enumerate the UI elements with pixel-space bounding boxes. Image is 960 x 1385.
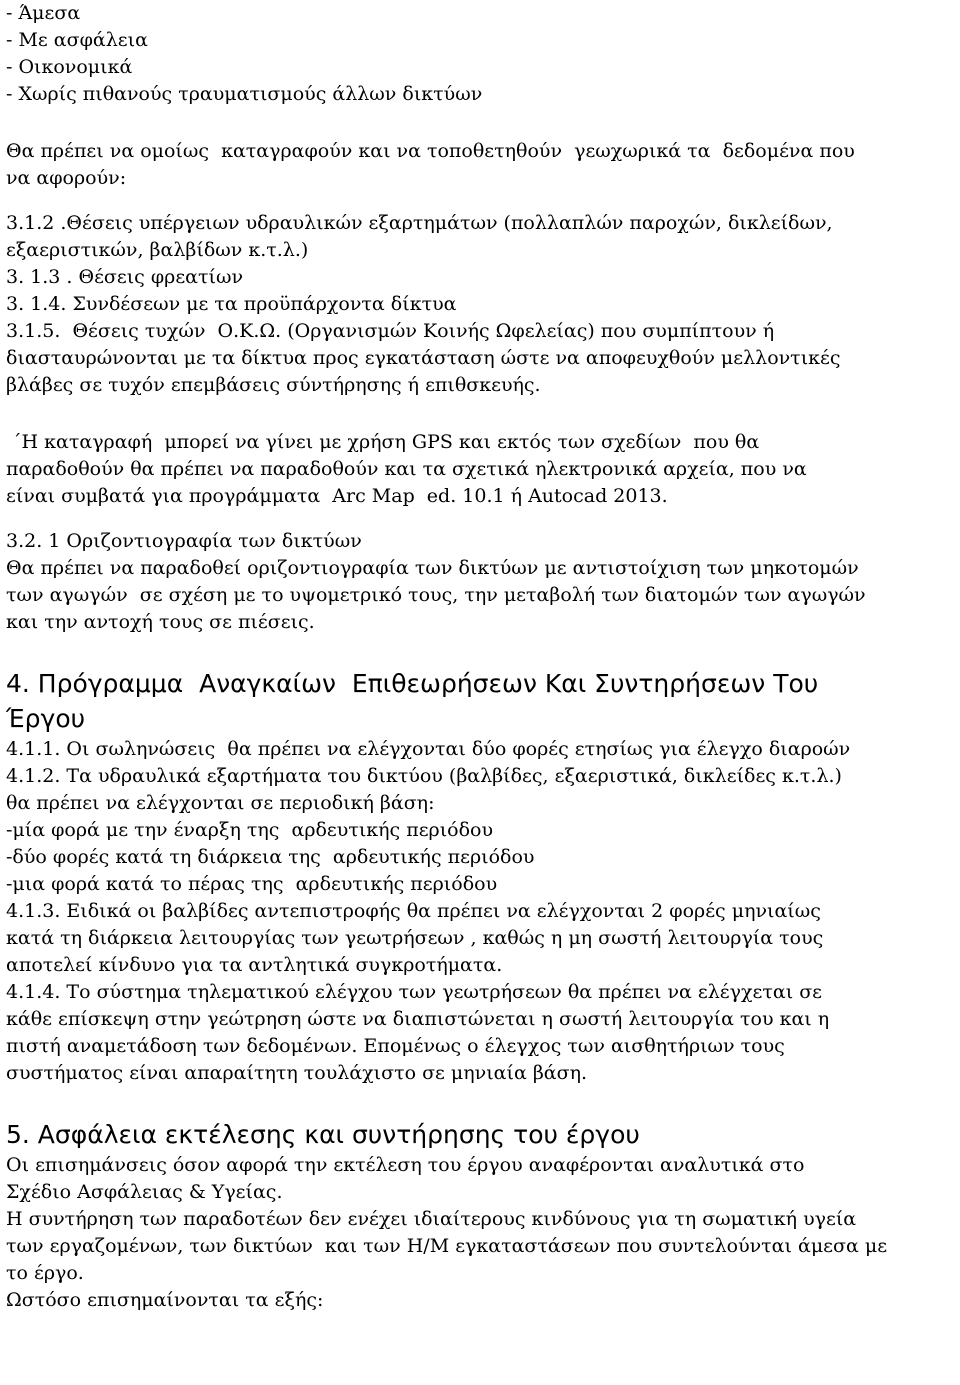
text-line: παραδοθούν θα πρέπει να παραδοθούν και τα σχετικά ηλεκτρονικά αρχεία, που να xyxy=(6,458,807,480)
heading-line: 4. Πρόγραμμα Αναγκαίων Επιθεωρήσεων Και Συντηρήσεων Του xyxy=(6,669,819,698)
text-line: 4.1.4. Το σύστημα τηλεματικού ελέγχου των γεωτρήσεων θα πρέπει να ελέγχεται σε xyxy=(6,981,823,1003)
list-item: - Οικονομικά xyxy=(6,56,133,78)
section-3-1-items xyxy=(6,210,954,399)
section-4-body xyxy=(6,736,954,1087)
text-line: 4.1.3. Ειδικά οι βαλβίδες αντεπιστροφής θα πρέπει να ελέγχονται 2 φορές μηνιαίως xyxy=(6,900,821,922)
text-line: κατά τη διάρκεια λειτουργίας των γεωτρήσεων , καθώς η μη σωστή λειτουργία τους xyxy=(6,927,824,949)
text-line: να αφορούν: xyxy=(6,167,127,189)
text-line: 4.1.2. Τα υδραυλικά εξαρτήματα του δικτύου (βαλβίδες, εξαεριστικά, δικλείδες κ.τ.λ.) xyxy=(6,765,842,787)
text-line: το έργο. xyxy=(6,1262,84,1284)
text-line: Σχέδιο Ασφάλειας & Υγείας. xyxy=(6,1181,283,1203)
text-line: 3.1.2 .Θέσεις υπέργειων υδραυλικών εξαρτημάτων (πολλαπλών παροχών, δικλείδων, xyxy=(6,212,833,234)
text-line: συστήματος είναι απαραίτητη τουλάχιστο σε μηνιαία βάση. xyxy=(6,1062,588,1084)
section-4-heading xyxy=(6,666,954,736)
text-line: είναι συμβατά για προγράμματα Arc Map ed. 10.1 ή Autocad 2013. xyxy=(6,485,668,507)
section-5-heading: 5. Ασφάλεια εκτέλεσης και συντήρησης του έργου xyxy=(6,1120,640,1149)
text-line: των αγωγών σε σχέση με το υψομετρικό τους, την μεταβολή των διατομών των αγωγών xyxy=(6,584,866,606)
list-item: - Με ασφάλεια xyxy=(6,29,148,51)
section-3-2 xyxy=(6,528,954,636)
text-line: Θα πρέπει να ομοίως καταγραφούν και να τοποθετηθούν γεωχωρικά τα δεδομένα που xyxy=(6,140,855,162)
text-line: εξαεριστικών, βαλβίδων κ.τ.λ.) xyxy=(6,239,309,261)
text-line: κάθε επίσκεψη στην γεώτρηση ώστε να διαπιστώνεται η σωστή λειτουργία του και η xyxy=(6,1008,830,1030)
text-line: βλάβες σε τυχόν επεμβάσεις σύντήρησης ή επιθσκευής. xyxy=(6,374,541,396)
document-page xyxy=(6,0,954,1314)
text-line: 3. 1.4. Συνδέσεων με τα προϋπάρχοντα δίκτυα xyxy=(6,293,457,315)
text-line: και την αντοχή τους σε πιέσεις. xyxy=(6,611,315,633)
text-line: ΄Η καταγραφή μπορεί να γίνει με χρήση GPS και εκτός των σχεδίων που θα xyxy=(6,431,760,453)
text-line: των εργαζομένων, των δικτύων και των Η/Μ εγκαταστάσεων που συντελούνται άμεσα με xyxy=(6,1235,888,1257)
intro-paragraph xyxy=(6,138,954,192)
top-bullet-list xyxy=(6,0,954,108)
gps-paragraph xyxy=(6,429,954,510)
section-5-body xyxy=(6,1152,954,1314)
text-line: διασταυρώνονται με τα δίκτυα προς εγκατάσταση ώστε να αποφευχθούν μελλοντικές xyxy=(6,347,841,369)
text-line: 3.1.5. Θέσεις τυχών Ο.Κ.Ω. (Οργανισμών Κοινής Ωφελείας) που συμπίπτουν ή xyxy=(6,320,775,342)
list-item: - Χωρίς πιθανούς τραυματισμούς άλλων δικτύων xyxy=(6,83,483,105)
text-line: -μία φορά με την έναρξη της αρδευτικής περιόδου xyxy=(6,819,494,841)
text-line: πιστή αναμετάδοση των δεδομένων. Επομένως ο έλεγχος των αισθητήριων τους xyxy=(6,1035,785,1057)
text-line: -μια φορά κατά το πέρας της αρδευτικής περιόδου xyxy=(6,873,498,895)
text-line: Η συντήρηση των παραδοτέων δεν ενέχει ιδιαίτερους κινδύνους για τη σωματική υγεία xyxy=(6,1208,857,1230)
text-line: 4.1.1. Οι σωληνώσεις θα πρέπει να ελέγχονται δύο φορές ετησίως για έλεγχο διαροών xyxy=(6,738,851,760)
text-line: Ωστόσο επισημαίνονται τα εξής: xyxy=(6,1289,324,1311)
list-item: - Άμεσα xyxy=(6,2,81,24)
heading-line: Έργου xyxy=(6,704,86,733)
text-line: 3. 1.3 . Θέσεις φρεατίων xyxy=(6,266,244,288)
text-line: αποτελεί κίνδυνο για τα αντλητικά συγκροτήματα. xyxy=(6,954,503,976)
text-line: Θα πρέπει να παραδοθεί οριζοντιογραφία των δικτύων με αντιστοίχιση των μηκοτομών xyxy=(6,557,859,579)
text-line: 3.2. 1 Οριζοντιογραφία των δικτύων xyxy=(6,530,362,552)
text-line: θα πρέπει να ελέγχονται σε περιοδική βάση: xyxy=(6,792,435,814)
text-line: -δύο φορές κατά τη διάρκεια της αρδευτικής περιόδου xyxy=(6,846,535,868)
text-line: Οι επισημάνσεις όσον αφορά την εκτέλεση του έργου αναφέρονται αναλυτικά στο xyxy=(6,1154,805,1176)
